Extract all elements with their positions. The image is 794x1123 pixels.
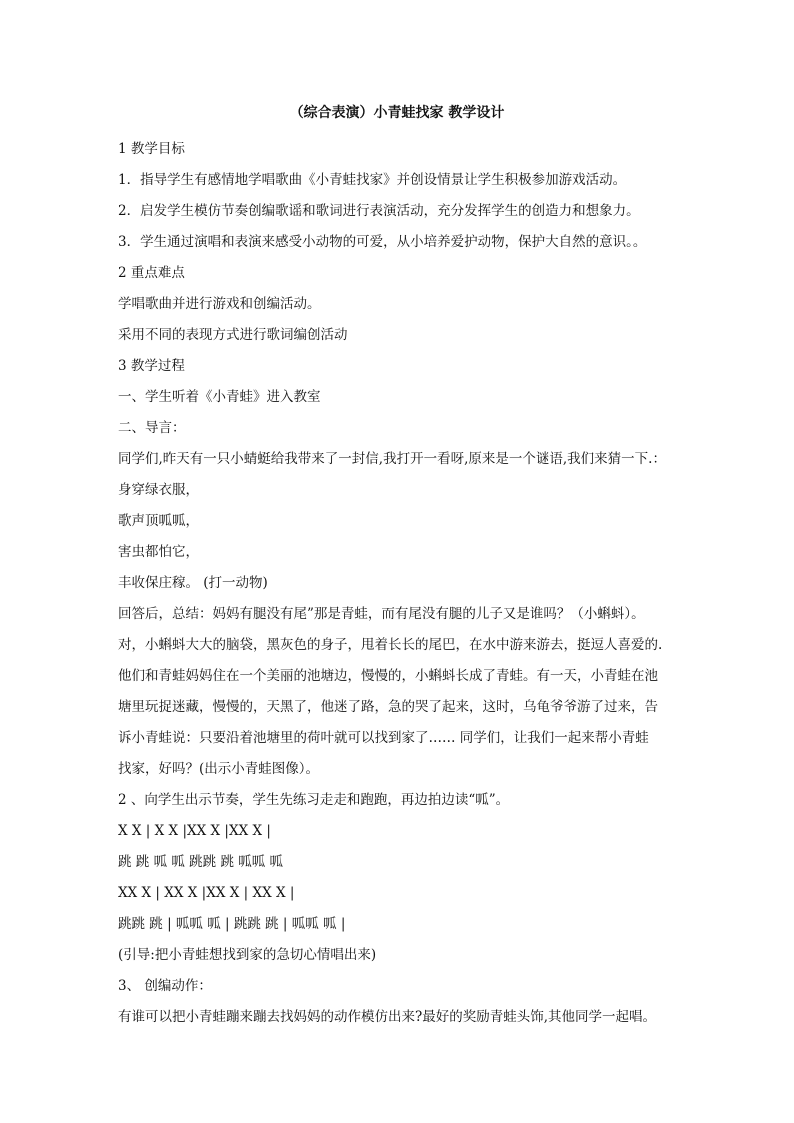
story-line-1: 对，小蝌蚪大大的脑袋，黑灰色的身子，甩着长长的尾巴，在水中游来游去，挺逗人喜爱的. (118, 637, 663, 653)
summary-line: 回答后，总结：妈妈有腿没有尾”那是青蛙，而有尾没有腿的儿子又是谁吗？（小蝌蚪）。 (118, 606, 645, 622)
section-heading-key-points: 2 重点难点 (118, 265, 185, 281)
document-body (118, 134, 678, 1033)
riddle-line-2: 歌声顶呱呱， (118, 513, 199, 529)
story-line-5: 找家，好吗？(出示小青蛙图像）。 (118, 761, 320, 777)
story-line-4: 诉小青蛙说：只要沿着池塘里的荷叶就可以找到家了…… 同学们，让我们一起来帮小青蛙 (118, 730, 649, 746)
document-title: （综合表演）小青蛙找家 教学设计 (289, 105, 505, 121)
riddle-line-4: 丰收保庄稼。 (打一动物) (118, 575, 268, 591)
process-step-1: 一、学生听着《小青蛙》进入教室 (118, 389, 321, 405)
rhythm-instruction: 2 、向学生出示节奏，学生先练习走走和跑跑，再边拍边读“呱”。 (118, 792, 510, 808)
objective-item-3: 3．学生通过演唱和表演来感受小动物的可爱，从小培养爱护动物，保护大自然的意识。。 (118, 234, 647, 250)
rhythm-lyrics-2: 跳跳 跳 | 呱呱 呱 | 跳跳 跳 | 呱呱 呱 | (118, 916, 346, 932)
key-point-1: 学唱歌曲并进行游戏和创编活动。 (118, 296, 321, 312)
section-heading-process: 3 教学过程 (118, 358, 185, 374)
story-line-2: 他们和青蛙妈妈住在一个美丽的池塘边，慢慢的，小蝌蚪长成了青蛙。有一天，小青蛙在池 (118, 668, 658, 684)
key-point-2: 采用不同的表现方式进行歌词编创活动 (118, 327, 348, 343)
rhythm-notation-1: X X | X X |XX X |XX X | (118, 823, 271, 839)
guidance-note: (引导:把小青蛙想找到家的急切心情唱出来) (118, 947, 377, 963)
process-step-2-heading: 二、导言： (118, 420, 186, 436)
step-3-paragraph: 有谁可以把小青蛙蹦来蹦去找妈妈的动作模仿出来?最好的奖励青蛙头饰,其他同学一起唱。 (118, 1009, 657, 1025)
rhythm-notation-2: XX X | XX X |XX X | XX X | (118, 885, 295, 901)
story-line-3: 塘里玩捉迷藏，慢慢的，天黑了，他迷了路，急的哭了起来，这时，乌龟爷爷游了过来，告 (118, 699, 658, 715)
rhythm-lyrics-1: 跳 跳 呱 呱 跳跳 跳 呱呱 呱 (118, 854, 284, 870)
objective-item-2: 2．启发学生模仿节奏创编歌谣和歌词进行表演活动，充分发挥学生的创造力和想象力。 (118, 203, 640, 219)
intro-paragraph: 同学们,昨天有一只小蜻蜓给我带来了一封信,我打开一看呀,原来是一个谜语,我们来猜一下.： (118, 451, 666, 467)
objective-item-1: 1．指导学生有感情地学唱歌曲《小青蛙找家》并创设情景让学生积极参加游戏活动。 (118, 172, 627, 188)
section-heading-objectives: 1 教学目标 (118, 141, 185, 157)
step-3-heading: 3、 创编动作： (118, 978, 212, 994)
riddle-line-3: 害虫都怕它， (118, 544, 199, 560)
riddle-line-1: 身穿绿衣服， (118, 482, 199, 498)
